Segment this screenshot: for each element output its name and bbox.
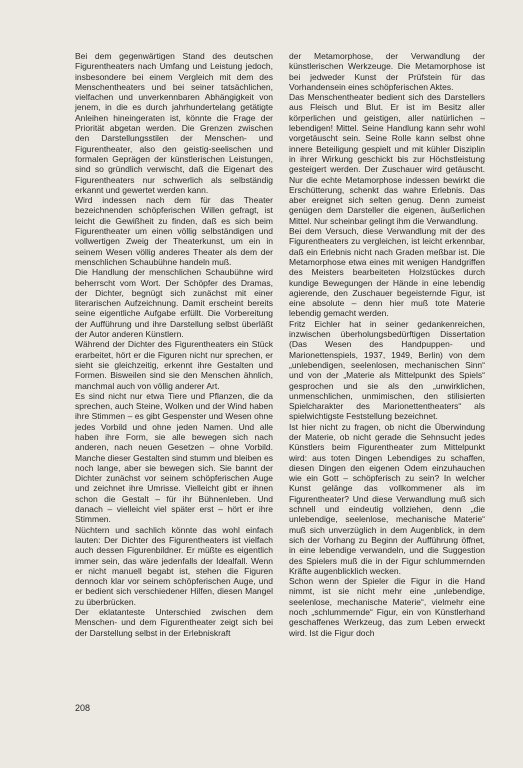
paragraph: Der eklatanteste Unterschied zwischen dem Menschen- und dem Figurentheater zeigt sich bei der Darstellung selbst in der Erlebniskraft xyxy=(75,607,273,638)
paragraph: Ist hier nicht zu fragen, ob nicht die Überwindung der Materie, ob nicht gerade die Sehnsucht jedes Künstlers beim Figurentheater zum Mittelpunkt wird: aus toten Dingen Lebendiges zu schaffen, diesen Dingen den eigenen Odem einzuhauchen wie ein Gott – schöpferisch zu sein? In welcher Kunst gelänge das vollkommener als im Figurentheater? Und diese Verwandlung muß sich schnell und eindeutig vollziehen, denn „die unlebendige, seelenlose, mechanische Materie“ muß sich unverzüglich in dem Augenblick, in dem sich der Vorhang zu Beginn der Aufführung öffnet, in eine lebendige verwandeln, und die Suggestion des Spielers muß die in der Figur schlummernden Kräfte augenblicklich wecken. xyxy=(289,421,485,576)
left-text-column xyxy=(75,51,273,638)
paragraph: Schon wenn der Spieler die Figur in die Hand nimmt, ist sie nicht mehr eine „unlebendige, seelenlose, mechanische Materie“, vielmehr eine noch „schlummernde“ Figur, ein von Künstlerhand geschaffenes Werkzeug, das zum Leben erweckt wird. Ist die Figur doch xyxy=(289,576,485,638)
page-number: 208 xyxy=(75,703,91,713)
paragraph: Wird indessen nach dem für das Theater bezeichnenden schöpferischen Willen gefragt, ist leicht die Gewißheit zu finden, daß es sich beim Figurentheater um einen völlig selbständigen und vollwertigen Zweig der Theaterkunst, um ein in seinem Wesen völlig anderes Theater als dem der menschlichen Schaubühne handeln muß. xyxy=(75,195,273,267)
paragraph: Nüchtern und sachlich könnte das wohl einfach lauten: Der Dichter des Figurentheaters ist vielfach auch dessen Figurenbildner. Er müßte es eigentlich immer sein, das wäre jedenfalls der Idealfall. Wenn er nicht manuell begabt ist, stehen die Figuren dennoch klar vor seinem schöpferischen Auge, und er bedient sich verschiedener Hilfen, diesen Mangel zu überbrücken. xyxy=(75,524,273,607)
right-text-column xyxy=(289,51,485,638)
paragraph: Bei dem gegenwärtigen Stand des deutschen Figurentheaters nach Umfang und Leistung jedoch, insbesondere bei einem Vergleich mit dem des Menschentheaters und bei seiner tatsächlichen, vielfachen und unverkennbaren Abhängigkeit von jenem, in die es durch jahrhundertelang getätigte Anleihen hineingeraten ist, könnte die Frage der Priorität abgetan werden. Die Grenzen zwischen den Darstellungsstilen der Menschen- und Figurentheater, also den geistig-seelischen und formalen Geprägen der künstlerischen Leistungen, sind so gründlich verwischt, daß die Eigenart des Figurentheaters nur schwerlich als selbständig erkannt und gewertet werden kann. xyxy=(75,51,273,195)
paragraph: Die Handlung der menschlichen Schaubühne wird beherrscht vom Wort. Der Schöpfer des Dramas, der Dichter, begnügt sich zunächst mit einer literarischen Aufzeichnung. Damit erscheint bereits seine eigentliche Aufgabe erfüllt. Die Vorbereitung der Aufführung und ihre Darstellung selbst überläßt der Autor anderen Künstlern. xyxy=(75,267,273,340)
paragraph: Während der Dichter des Figurentheaters ein Stück erarbeitet, hört er die Figuren nicht nur sprechen, er sieht sie gleichzeitig, erkennt ihre Gestalten und Formen. Bisweilen sind sie den Menschen ähnlich, manchmal auch von völlig anderer Art. xyxy=(75,339,273,391)
paragraph: Bei dem Versuch, diese Verwandlung mit der des Figurentheaters zu vergleichen, ist leicht erkennbar, daß ein Erlebnis nicht nach Graden meßbar ist. Die Metamorphose etwa eines mit wenigen Handgriffen des Meisters bearbeiteten Holzstückes durch kundige Bewegungen der Hände in eine lebendig agierende, den Zuschauer begeisternde Figur, ist eine absolute – denn hier muß tote Materie lebendig gemacht werden. xyxy=(289,226,485,319)
paragraph: Es sind nicht nur etwa Tiere und Pflanzen, die da sprechen, auch Steine, Wolken und der Wind haben ihre Stimmen – es gibt Gespenster und Wesen ohne jedes Vorbild und ohne jeden Namen. Und alle haben ihre Form, sie alle bewegen sich nach anderen, nach neuen Gesetzen – ohne Vorbild. Manche dieser Gestalten sind stumm und bleiben es noch lange, aber sie bewegen sich. Sie bannt der Dichter zunächst vor seinem schöpferischen Auge und zeichnet ihre Umrisse. Vielleicht gibt er ihnen schon die Gestalt – für ihr Bühnenleben. Und danach – vielleicht viel später erst – hört er ihre Stimmen. xyxy=(75,390,273,525)
paragraph: der Metamorphose, der Verwandlung der künstlerischen Werkzeuge. Die Metamorphose ist bei jedweder Kunst der Prüfstein für das Vorhandensein eines schöpferischen Aktes. xyxy=(289,51,485,92)
paragraph: Fritz Eichler hat in seiner gedankenreichen, inzwischen überholungsbedürftigen Dissertation (Das Wesen des Handpuppen- und Marionettenspiels, 1937, 1949, Berlin) von dem „unlebendigen, seelenlosen, mechanischen Sinn“ und von der „Materie als Mittelpunkt des Spiels“ gesprochen und sie als den „unwirklichen, unmenschlichen, unmimischen, den stilisierten Spielcharakter des Marionettentheaters“ als spielwichtigste Feststellung bezeichnet. xyxy=(289,318,485,422)
paragraph: Das Menschentheater bedient sich des Darstellers aus Fleisch und Blut. Er ist im Besitz aller körperlichen und geistigen, aller natürlichen – lebendigen! Mittel. Seine Handlung kann sehr wohl vorgetäuscht sein. Seine Rolle kann selbst ohne innere Beteiligung gespielt und mit kühler Disziplin in ihrer Wirkung geschickt bis zur Höchstleistung gesteigert werden. Der Zuschauer wird getäuscht. Nur die echte Metamorphose indessen bewirkt die Erschütterung, schenkt das wahre Erlebnis. Das aber ereignet sich selten genug. Denn zumeist genügen dem Darsteller die eigenen, äußerlichen Mittel. Nur scheinbar gelingt ihm die Verwandlung. xyxy=(289,92,485,226)
